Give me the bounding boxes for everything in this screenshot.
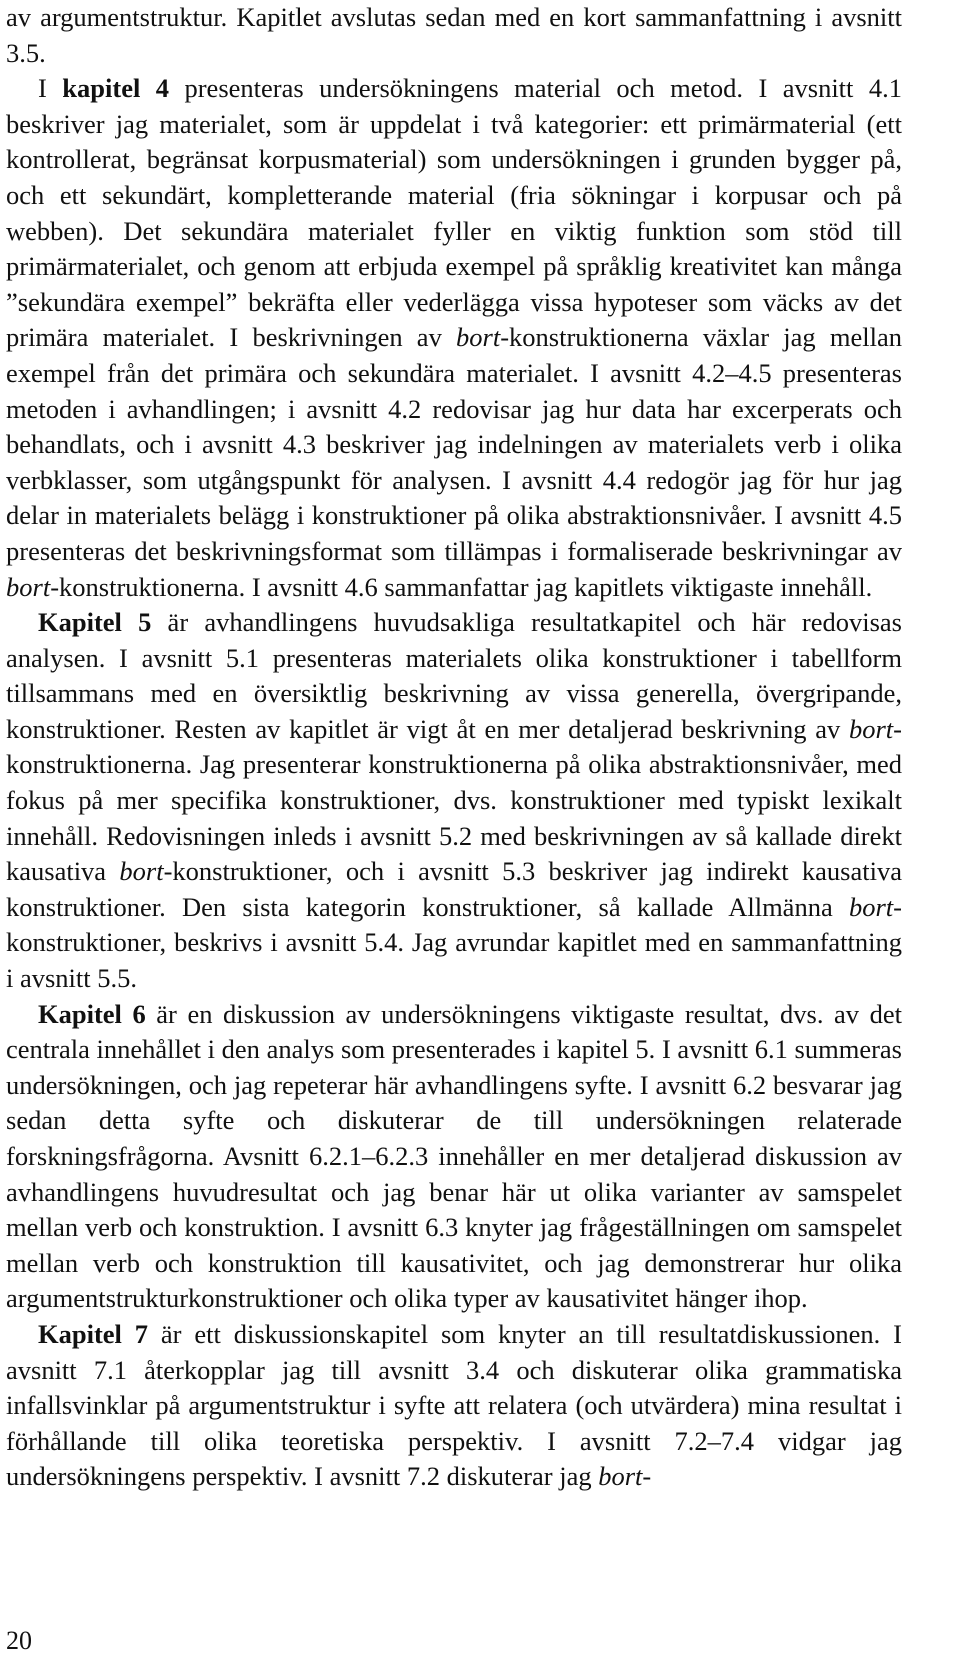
text-run: I [38,73,63,104]
paragraph [6,71,902,605]
italic-term: bort [848,891,894,922]
document-page [6,0,902,1495]
page-number: 20 [6,1626,32,1655]
italic-term: bort [6,571,51,602]
paragraph [6,997,902,1317]
text-run: är ett diskussionskapitel som knyter an till resultatdiskussionen. I avsnitt 7.1 återkopplar jag till avsnitt 3.4 och diskuterar olika grammatiska infallsvinklar på argumentstruktur i syfte att relatera (och utvärdera) mina resultat i förhållande till olika teoretiska perspektiv. I avsnitt 7.2–7.4 vidgar jag undersökningens perspektiv. I avsnitt 7.2 diskuterar jag [6,1318,903,1492]
chapter-heading-inline: Kapitel 5 [38,607,152,638]
text-run: -konstruktionerna. I avsnitt 4.6 sammanfattar jag kapitlets viktigaste innehåll. [50,571,873,602]
text-run: -konstruktioner, beskrivs i avsnitt 5.4. Jag avrundar kapitlet med en sammanfattning i avsnitt 5.5. [6,891,902,994]
text-run: -konstruktioner, och i avsnitt 5.3 beskriver jag indirekt kausativa konstruktioner. Den sista kategorin konstruktioner, så kallade Allmänna [6,856,902,922]
text-run: presenteras undersökningens material och metod. I avsnitt 4.1 beskriver jag materialet, som är uppdelat i två kategorier: ett primärmaterial (ett kontrollerat, begränsat korpusmaterial) som undersökningen i grunden bygger på, och ett sekundärt, kompletterande material (fria sökningar i korpusar och på webben). Det sekundära materialet fyller en viktig funktion som stöd till primärmaterialet, och genom att erbjuda exempel på språklig kreativitet kan många ”sekundära exempel” bekräfta eller vederlägga vissa hypoteser som väcks av det primära materialet. I beskrivningen av [6,73,902,353]
paragraph [6,605,902,997]
text-run: - [642,1461,652,1492]
paragraph [6,0,902,71]
text-run: -konstruktionerna. Jag presenterar konstruktionerna på olika abstraktionsnivåer, med fokus på mer specifika konstruktioner, dvs. konstruktioner med typiskt lexikalt innehåll. Redovisningen inleds i avsnitt 5.2 med beskrivningen av så kallade direkt kausativa [6,713,902,887]
italic-term: bort [848,713,894,744]
body-text [6,0,902,1495]
text-run: är avhandlingens huvudsakliga resultatkapitel och här redovisas analysen. I avsnitt 5.1 presenteras materialets olika konstruktioner i tabellform tillsammans med en översiktlig beskrivning av vissa generella, övergripande, konstruktioner. Resten av kapitlet är vigt åt en mer detaljerad beskrivning av [6,607,902,744]
chapter-heading-inline: Kapitel 7 [38,1318,149,1349]
text-run: är en diskussion av undersökningens viktigaste resultat, dvs. av det centrala innehållet i den analys som presenterades i kapitel 5. I avsnitt 6.1 summeras undersökningen, och jag repeterar här avhandlingens syfte. I avsnitt 6.2 besvarar jag sedan detta syfte och diskuterar de till undersökningen relaterade forskningsfrågorna. Avsnitt 6.2.1–6.2.3 innehåller en mer detaljerad diskussion av avhandlingens huvudresultat och jag benar här ut olika varianter av samspelet mellan verb och konstruktion. I avsnitt 6.3 knyter jag frågeställningen om samspelet mellan verb och konstruktion till kausativitet, och jag demonstrerar hur olika argumentstrukturkonstruktioner och olika typer av kausativitet hänger ihop. [6,998,902,1314]
italic-term: bort [456,322,501,353]
paragraph [6,1317,902,1495]
chapter-heading-inline: Kapitel 6 [38,998,146,1029]
chapter-heading-inline: kapitel 4 [62,73,170,104]
italic-term: bort [119,856,164,887]
text-run: -konstruktionerna växlar jag mellan exempel från det primära och sekundära materialet. I avsnitt 4.2–4.5 presenteras metoden i avhandlingen; i avsnitt 4.2 redovisar jag hur data har excerperats och behandlats, och i avsnitt 4.3 beskriver jag indelningen av materialets verb i olika verbklasser, som utgångspunkt för analysen. I avsnitt 4.4 redogör jag för hur jag delar in materialets belägg i konstruktioner på olika abstraktionsnivåer. I avsnitt 4.5 presenteras det beskrivningsformat som tillämpas i formaliserade beskrivningar av [6,322,902,566]
text-run: av argumentstruktur. Kapitlet avslutas sedan med en kort sammanfattning i avsnitt 3.5. [6,2,902,68]
italic-term: bort [598,1461,643,1492]
